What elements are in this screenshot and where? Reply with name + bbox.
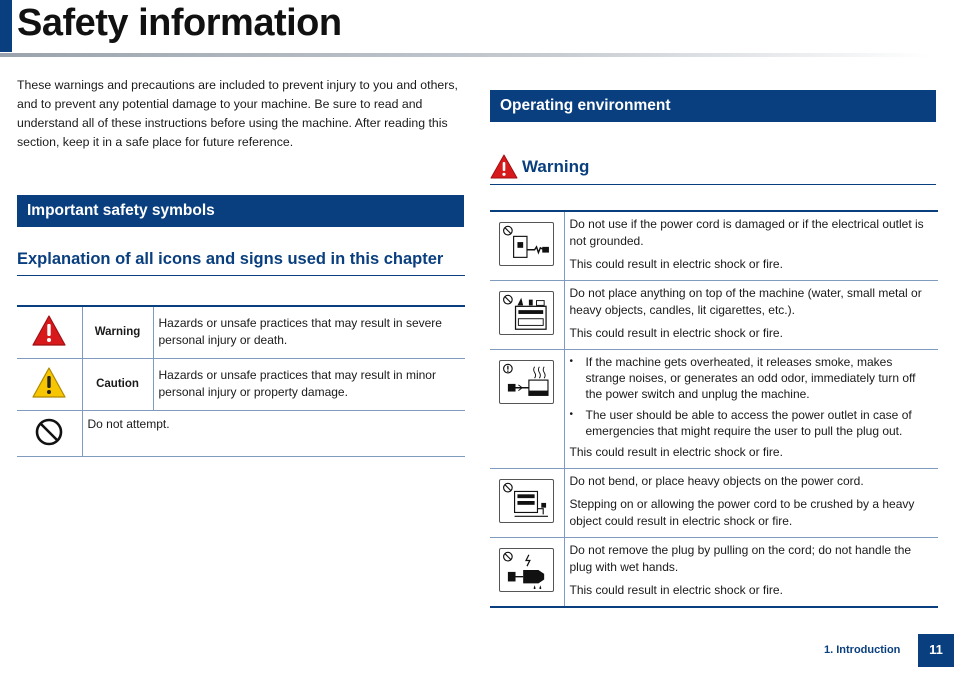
crushed-power-cord-icon <box>499 479 554 523</box>
warning-bullet-list <box>570 354 933 439</box>
warning-row-crushed-cord <box>490 469 938 538</box>
warning-consequence: This could result in electric shock or fire. <box>569 583 783 597</box>
operating-environment-table <box>490 210 938 608</box>
section-header-operating-environment: Operating environment <box>490 90 936 122</box>
symbol-label: Warning <box>82 306 153 358</box>
warning-heading <box>490 154 936 185</box>
title-accent-bar <box>0 0 12 52</box>
prohibited-icon <box>34 417 64 447</box>
title-divider <box>0 53 930 57</box>
warning-triangle-red-icon <box>490 154 518 180</box>
objects-on-machine-icon <box>499 291 554 335</box>
warning-consequence: This could result in electric shock or fire. <box>569 326 783 340</box>
symbol-row-caution <box>17 358 465 410</box>
page-title: Safety information <box>17 2 342 44</box>
safety-symbols-table <box>17 305 465 457</box>
warning-text: Do not bend, or place heavy objects on the power cord. <box>569 474 864 488</box>
symbol-label: Caution <box>82 358 153 410</box>
warning-text: Do not remove the plug by pulling on the cord; do not handle the plug with wet hands. <box>569 543 912 574</box>
warning-triangle-red-icon <box>31 314 67 348</box>
intro-paragraph: These warnings and precautions are included to prevent injury to you and others, and to prevent any potential damage to your machine. Be sure to read and understand all of these instructions before using the machine. After reading this section, keep it in a safe place for future reference. <box>17 78 458 149</box>
symbol-description: Do not attempt. <box>82 410 465 456</box>
warning-text: Do not place anything on top of the machine (water, small metal or heavy objects, candles, lit cigarettes, etc.). <box>569 286 922 317</box>
warning-consequence: This could result in electric shock or fire. <box>569 445 783 459</box>
symbol-description: Hazards or unsafe practices that may result in severe personal injury or death. <box>153 306 465 358</box>
list-item: • The user should be able to access the power outlet in case of emergencies that might require the user to pull the plug out. <box>570 407 933 439</box>
warning-row-damaged-cord <box>490 211 938 281</box>
caution-triangle-yellow-icon <box>31 366 67 400</box>
wet-hands-plug-icon <box>499 548 554 592</box>
warning-text: Do not use if the power cord is damaged or if the electrical outlet is not grounded. <box>569 217 924 248</box>
symbol-description: Hazards or unsafe practices that may result in minor personal injury or property damage. <box>153 358 465 410</box>
list-item: • If the machine gets overheated, it releases smoke, makes strange noises, or generates an odd odor, immediately turn off the power switch and unplug the machine. <box>570 354 933 402</box>
warning-heading-label: Warning <box>522 157 590 176</box>
overheated-machine-unplug-icon <box>499 360 554 404</box>
warning-row-overheated <box>490 350 938 469</box>
section-header-important-safety-symbols: Important safety symbols <box>17 195 464 227</box>
symbol-row-warning <box>17 306 465 358</box>
page-number-badge: 11 <box>918 634 954 667</box>
warning-row-wet-hands <box>490 538 938 608</box>
damaged-power-cord-icon <box>499 222 554 266</box>
footer-chapter-label: 1. Introduction <box>824 644 901 656</box>
warning-consequence: This could result in electric shock or fire. <box>569 257 783 271</box>
icons-explanation-heading: Explanation of all icons and signs used in this chapter <box>17 250 465 276</box>
warning-consequence: Stepping on or allowing the power cord to be crushed by a heavy object could result in electric shock or fire. <box>569 497 915 528</box>
warning-row-objects-on-machine <box>490 281 938 350</box>
symbol-row-prohibited <box>17 410 465 456</box>
